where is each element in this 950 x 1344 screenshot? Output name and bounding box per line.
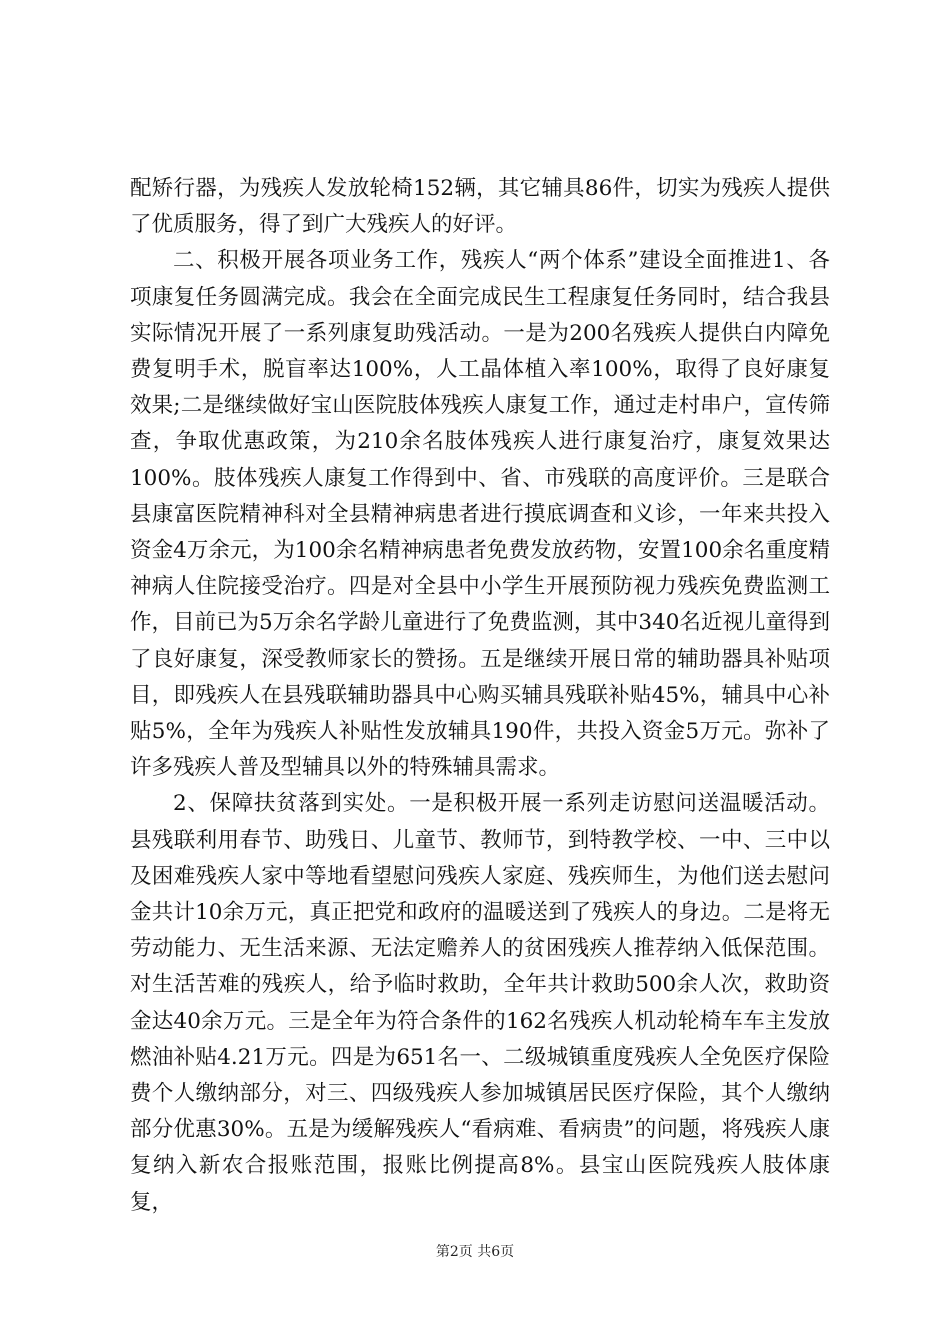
paragraph-continuation: 配矫行器，为残疾人发放轮椅152辆，其它辅具86件，切实为残疾人提供了优质服务，得了到广大残疾人的好评。 [130, 176, 830, 238]
paragraph-rehabilitation: 二、积极开展各项业务工作，残疾人“两个体系”建设全面推进1、各项康复任务圆满完成。我会在全面完成民生工程康复任务同时，结合我县实际情况开展了一系列康复助残活动。一是为200名残疾人提供白内障免费复明手术，脱盲率达100%，人工晶体植入率100%，取得了良好康复效果;二是继续做好宝山医院肢体残疾人康复工作，通过走村串户，宣传筛查，争取优惠政策，为210余名肢体残疾人进行康复治疗，康复效果达100%。肢体残疾人康复工作得到中、省、市残联的高度评价。三是联合县康富医院精神科对全县精神病患者进行摸底调查和义诊，一年来共投入资金4万余元，为100余名精神病患者免费发放药物，安置100余名重度精神病人住院接受治疗。四是对全县中小学生开展预防视力残疾免费监测工作，目前已为5万余名学龄儿童进行了免费监测，其中340名近视儿童得到了良好康复，深受教师家长的赞扬。五是继续开展日常的辅助器具补贴项目，即残疾人在县残联辅助器具中心购买辅具残联补贴45%，辅具中心补贴5%，全年为残疾人补贴性发放辅具190件，共投入资金5万元。弥补了许多残疾人普及型辅具以外的特殊辅具需求。 [130, 248, 830, 781]
document-body [130, 171, 830, 1221]
paragraph-poverty-relief: 2、保障扶贫落到实处。一是积极开展一系列走访慰问送温暖活动。县残联利用春节、助残日、儿童节、教师节，到特教学校、一中、三中以及困难残疾人家中等地看望慰问残疾人家庭、残疾师生，为他们送去慰问金共计10余万元，真正把党和政府的温暖送到了残疾人的身边。二是将无劳动能力、无生活来源、无法定赡养人的贫困残疾人推荐纳入低保范围。对生活苦难的残疾人，给予临时救助，全年共计救助500余人次，救助资金达40余万元。三是全年为符合条件的162名残疾人机动轮椅车车主发放燃油补贴4.21万元。四是为651名一、二级城镇重度残疾人全免医疗保险费个人缴纳部分，对三、四级残疾人参加城镇居民医疗保险，其个人缴纳部分优惠30%。五是为缓解残疾人“看病难、看病贵”的问题，将残疾人康复纳入新农合报账范围，报账比例提高8%。县宝山医院残疾人肢体康复， [130, 791, 830, 1215]
page-number-footer: 第2页 共6页 [435, 1244, 515, 1260]
